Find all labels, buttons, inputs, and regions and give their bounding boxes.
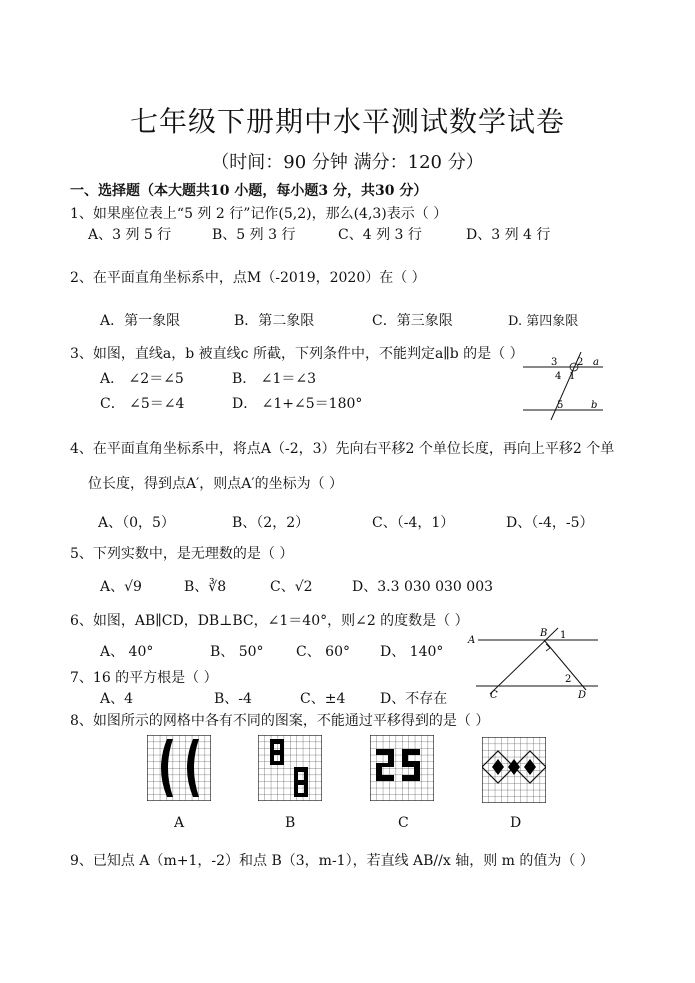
q8-grid-figure-c <box>370 735 434 801</box>
q8-caption-b: B <box>285 815 296 831</box>
q1-option-d: D、3 列 4 行 <box>466 227 551 243</box>
q5-option-c: C、√2 <box>270 579 313 595</box>
q2-stem: 2、在平面直角坐标系中，点M（-2019，2020）在（ ） <box>70 270 426 286</box>
q2-option-b: B．第二象限 <box>234 313 315 329</box>
q7-option-b: B、-4 <box>214 691 252 707</box>
label-4: 4 <box>555 371 562 382</box>
q6-parallel-lines-figure <box>462 622 602 704</box>
q3-option-c: C． ∠5＝∠4 <box>100 396 185 412</box>
q8-caption-a: A <box>174 815 185 831</box>
q1-option-b: B、5 列 3 行 <box>212 227 296 243</box>
q6-option-d: D、 140° <box>380 644 444 660</box>
q5-option-d: D、3.3 030 030 003 <box>352 579 494 595</box>
q3-parallel-lines-figure <box>515 352 605 422</box>
q2-option-a: A．第一象限 <box>100 313 181 329</box>
label-2: 2 <box>577 357 584 368</box>
q9-stem: 9、已知点 A（m+1，-2）和点 B（3，m-1），若直线 AB//x 轴，则 m 的值为（ ） <box>70 853 594 869</box>
q3-stem: 3、如图，直线a，b 被直线c 所截，下列条件中，不能判定a∥b 的是（ ） <box>70 346 524 362</box>
q7-option-c: C、±4 <box>300 691 346 707</box>
section-heading: 一、选择题（本大题共10 小题，每小题3 分，共30 分） <box>70 183 428 199</box>
q5-stem: 5、下列实数中，是无理数的是（ ） <box>70 546 294 562</box>
exam-subtitle: （时间：90 分钟 满分：120 分） <box>211 152 484 173</box>
label-D: D <box>578 690 587 701</box>
q3-option-a: A． ∠2＝∠5 <box>100 371 184 387</box>
line-bc <box>490 628 558 694</box>
label-5: 5 <box>557 400 564 411</box>
label-1: 1 <box>569 371 576 382</box>
q6-option-b: B、 50° <box>210 644 264 660</box>
q4-option-d: D、（-4，-5） <box>506 515 594 531</box>
label-b: b <box>591 400 598 411</box>
q6-option-a: A、 40° <box>100 644 154 660</box>
q7-option-d: D、不存在 <box>380 691 448 707</box>
label-A: A <box>468 635 476 646</box>
label-1: 1 <box>560 630 567 641</box>
eight-shape-1 <box>270 739 284 765</box>
label-2: 2 <box>565 674 572 685</box>
label-a: a <box>593 357 599 368</box>
q2-option-d: D. 第四象限 <box>508 314 579 329</box>
digit-5-shape <box>402 749 420 781</box>
q7-option-a: A、4 <box>100 691 134 707</box>
q7-stem: 7、16 的平方根是（ ） <box>70 670 218 686</box>
label-B: B <box>540 628 548 639</box>
q6-option-c: C、 60° <box>296 644 350 660</box>
q1-option-c: C、4 列 3 行 <box>338 227 422 243</box>
q6-stem: 6、如图，AB∥CD，DB⊥BC，∠1＝40°，则∠2 的度数是（ ） <box>70 613 469 629</box>
q4-option-a: A、（0，5） <box>98 515 175 531</box>
q8-grid-figure-a <box>147 735 211 801</box>
q8-stem: 8、如图所示的网格中各有不同的图案，不能通过平移得到的是（ ） <box>70 713 490 729</box>
q3-option-b: B． ∠1＝∠3 <box>232 371 317 387</box>
q1-stem: 1、如果座位表上“5 列 2 行”记作(5,2)，那么(4,3)表示（ ） <box>70 206 448 222</box>
q3-option-d: D． ∠1+∠5＝180° <box>232 396 363 412</box>
q4-stem: 4、在平面直角坐标系中，将点A（-2，3）先向右平移2 个单位长度，再向上平移2 个单 <box>70 441 615 457</box>
q2-option-c: C．第三象限 <box>372 313 453 329</box>
q8-grid-figure-d <box>482 737 546 803</box>
q5-option-a: A、√9 <box>100 579 142 595</box>
q8-caption-d: D <box>510 815 522 831</box>
label-C: C <box>490 690 498 701</box>
digit-2-shape <box>376 749 394 781</box>
q4-option-c: C、（-4，1） <box>372 515 455 531</box>
q8-caption-c: C <box>398 815 409 831</box>
q1-option-a: A、3 列 5 行 <box>88 227 172 243</box>
q5-option-b: B、∛8 <box>184 579 227 595</box>
q8-grid-figure-b <box>258 735 322 801</box>
label-3: 3 <box>551 357 558 368</box>
q4-option-b: B、（2，2） <box>232 515 310 531</box>
exam-title: 七年级下册期中水平测试数学试卷 <box>129 105 565 138</box>
q4-stem-continued: 位长度，得到点A′，则点A′的坐标为（ ） <box>88 476 344 492</box>
